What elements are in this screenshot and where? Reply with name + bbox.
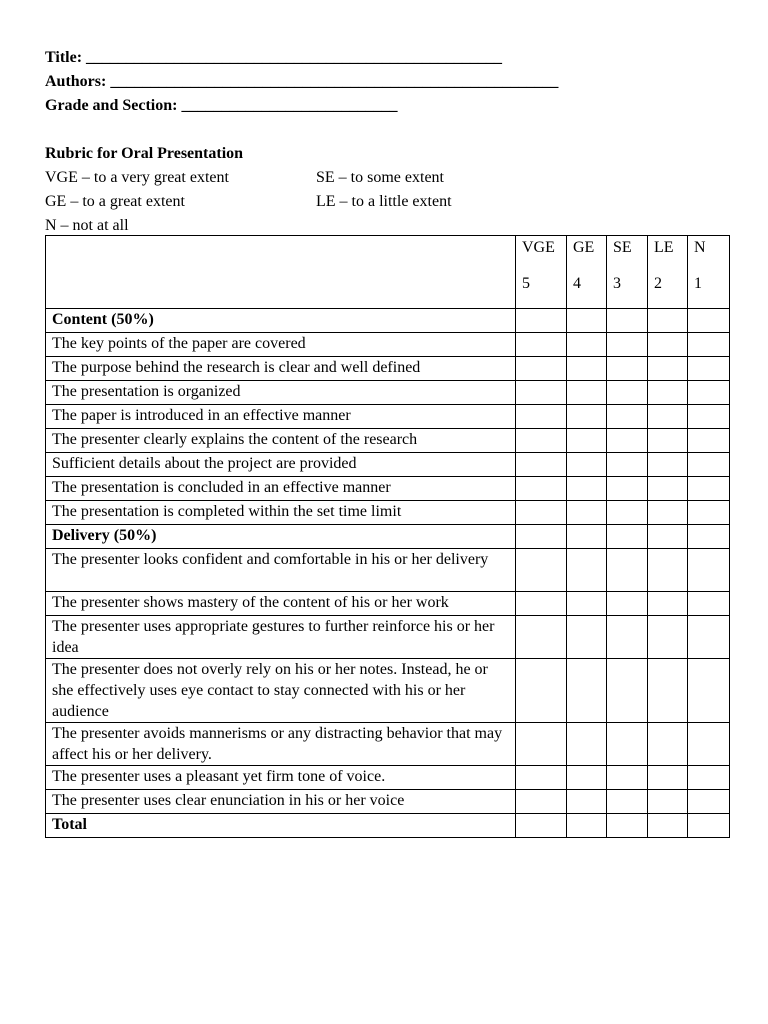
score-cell[interactable] (648, 501, 688, 525)
section-heading-row (46, 309, 730, 333)
score-cell[interactable] (567, 453, 607, 477)
authors-line: Authors: ________________________________________________________ (45, 73, 559, 90)
score-cell[interactable] (648, 549, 688, 592)
criterion-text: The presenter avoids mannerisms or any distracting behavior that may affect his or her delivery. (46, 723, 516, 766)
score-cell[interactable] (607, 429, 648, 453)
score-cell[interactable] (648, 405, 688, 429)
score-cell[interactable] (567, 549, 607, 592)
score-cell[interactable] (567, 766, 607, 790)
score-cell[interactable] (688, 790, 730, 814)
score-cell[interactable] (648, 429, 688, 453)
score-cell[interactable] (648, 477, 688, 501)
table-row (46, 501, 730, 525)
table-row (46, 333, 730, 357)
score-cell[interactable] (688, 309, 730, 333)
score-cell[interactable] (688, 477, 730, 501)
score-cell[interactable] (607, 309, 648, 333)
score-cell[interactable] (516, 309, 567, 333)
title-line: Title: ____________________________________________________ (45, 49, 503, 66)
score-cell[interactable] (688, 592, 730, 616)
score-cell[interactable] (516, 429, 567, 453)
score-cell[interactable] (688, 429, 730, 453)
table-row (46, 659, 730, 723)
score-cell[interactable] (607, 814, 648, 838)
score-cell[interactable] (607, 549, 648, 592)
score-cell[interactable] (516, 616, 567, 659)
score-cell[interactable] (567, 381, 607, 405)
score-cell[interactable] (688, 659, 730, 723)
score-cell[interactable] (648, 790, 688, 814)
table-row (46, 790, 730, 814)
score-cell[interactable] (567, 814, 607, 838)
criterion-text: The presentation is concluded in an effective manner (46, 477, 516, 501)
legend-le: LE – to a little extent (316, 193, 452, 210)
score-cell[interactable] (648, 381, 688, 405)
table-row (46, 549, 730, 592)
score-cell[interactable] (516, 477, 567, 501)
criterion-text: The presenter uses appropriate gestures to further reinforce his or her idea (46, 616, 516, 659)
score-cell[interactable] (688, 357, 730, 381)
score-cell[interactable] (648, 766, 688, 790)
score-cell[interactable] (607, 790, 648, 814)
col-se-header: SE 3 (607, 236, 648, 309)
table-row (46, 357, 730, 381)
score-cell[interactable] (567, 501, 607, 525)
grade-section-line: Grade and Section: ___________________________ (45, 97, 398, 114)
score-cell[interactable] (648, 333, 688, 357)
table-row (46, 592, 730, 616)
score-cell[interactable] (516, 525, 567, 549)
col-le-header: LE 2 (648, 236, 688, 309)
score-cell[interactable] (567, 309, 607, 333)
rubric-table (45, 235, 730, 838)
score-cell[interactable] (648, 616, 688, 659)
score-cell[interactable] (607, 453, 648, 477)
score-cell[interactable] (688, 501, 730, 525)
delivery-heading: Delivery (50%) (46, 525, 516, 549)
section-heading-row (46, 525, 730, 549)
score-cell[interactable] (516, 549, 567, 592)
score-cell[interactable] (688, 616, 730, 659)
score-cell[interactable] (688, 766, 730, 790)
score-cell[interactable] (607, 659, 648, 723)
criterion-text: The purpose behind the research is clear and well defined (46, 357, 516, 381)
table-row (46, 453, 730, 477)
col-ge-header: GE 4 (567, 236, 607, 309)
score-cell[interactable] (516, 723, 567, 766)
table-row (46, 766, 730, 790)
score-cell[interactable] (516, 333, 567, 357)
criterion-text: The paper is introduced in an effective manner (46, 405, 516, 429)
score-cell[interactable] (607, 525, 648, 549)
score-cell[interactable] (607, 501, 648, 525)
score-cell[interactable] (648, 525, 688, 549)
table-row (46, 429, 730, 453)
document-header (45, 46, 725, 118)
score-cell[interactable] (567, 429, 607, 453)
score-cell[interactable] (607, 405, 648, 429)
score-cell[interactable] (567, 405, 607, 429)
score-cell[interactable] (688, 814, 730, 838)
score-cell[interactable] (648, 592, 688, 616)
score-cell[interactable] (607, 357, 648, 381)
score-cell[interactable] (607, 723, 648, 766)
criterion-text: The presentation is completed within the set time limit (46, 501, 516, 525)
table-header-row (46, 236, 730, 309)
legend-ge: GE – to a great extent (45, 193, 185, 210)
score-cell[interactable] (567, 790, 607, 814)
legend-n: N – not at all (45, 217, 129, 234)
table-row (46, 723, 730, 766)
score-cell[interactable] (648, 309, 688, 333)
score-cell[interactable] (516, 381, 567, 405)
score-cell[interactable] (567, 592, 607, 616)
score-cell[interactable] (516, 814, 567, 838)
score-cell[interactable] (516, 592, 567, 616)
score-cell[interactable] (688, 405, 730, 429)
score-cell[interactable] (516, 405, 567, 429)
table-row (46, 616, 730, 659)
score-cell[interactable] (516, 766, 567, 790)
score-cell[interactable] (516, 659, 567, 723)
score-cell[interactable] (567, 616, 607, 659)
score-cell[interactable] (607, 477, 648, 501)
score-cell[interactable] (688, 333, 730, 357)
criterion-text: The presenter uses clear enunciation in his or her voice (46, 790, 516, 814)
legend-vge: VGE – to a very great extent (45, 169, 229, 186)
criterion-text: The presenter uses a pleasant yet firm tone of voice. (46, 766, 516, 790)
score-cell[interactable] (607, 616, 648, 659)
total-row (46, 814, 730, 838)
criterion-text: Sufficient details about the project are provided (46, 453, 516, 477)
score-cell[interactable] (648, 659, 688, 723)
score-cell[interactable] (567, 525, 607, 549)
score-cell[interactable] (607, 766, 648, 790)
criterion-text: The key points of the paper are covered (46, 333, 516, 357)
score-cell[interactable] (688, 525, 730, 549)
table-row (46, 381, 730, 405)
criterion-text: The presenter does not overly rely on his or her notes. Instead, he or she effectively uses eye contact to stay connected with his or her audience (46, 659, 516, 723)
score-cell[interactable] (607, 592, 648, 616)
legend-se: SE – to some extent (316, 169, 444, 186)
col-n-header: N 1 (688, 236, 730, 309)
criterion-text: The presenter looks confident and comfortable in his or her delivery (46, 549, 516, 592)
score-cell[interactable] (567, 723, 607, 766)
score-cell[interactable] (516, 357, 567, 381)
table-row (46, 477, 730, 501)
score-cell[interactable] (607, 381, 648, 405)
content-heading: Content (50%) (46, 309, 516, 333)
score-cell[interactable] (688, 381, 730, 405)
rubric-title: Rubric for Oral Presentation (45, 145, 244, 162)
score-cell[interactable] (688, 549, 730, 592)
score-cell[interactable] (567, 333, 607, 357)
score-cell[interactable] (516, 790, 567, 814)
score-cell[interactable] (688, 453, 730, 477)
score-cell[interactable] (688, 723, 730, 766)
score-cell[interactable] (607, 333, 648, 357)
score-cell[interactable] (516, 453, 567, 477)
score-cell[interactable] (648, 814, 688, 838)
score-cell[interactable] (567, 659, 607, 723)
col-vge-header: VGE 5 (516, 236, 567, 309)
score-cell[interactable] (516, 501, 567, 525)
criterion-text: The presenter shows mastery of the content of his or her work (46, 592, 516, 616)
total-label: Total (46, 814, 516, 838)
score-cell[interactable] (567, 477, 607, 501)
criterion-text: The presentation is organized (46, 381, 516, 405)
score-cell[interactable] (648, 723, 688, 766)
score-cell[interactable] (648, 357, 688, 381)
criterion-text: The presenter clearly explains the content of the research (46, 429, 516, 453)
criteria-header-cell (46, 236, 516, 309)
score-cell[interactable] (648, 453, 688, 477)
score-cell[interactable] (567, 357, 607, 381)
table-row (46, 405, 730, 429)
score-legend (45, 166, 725, 238)
